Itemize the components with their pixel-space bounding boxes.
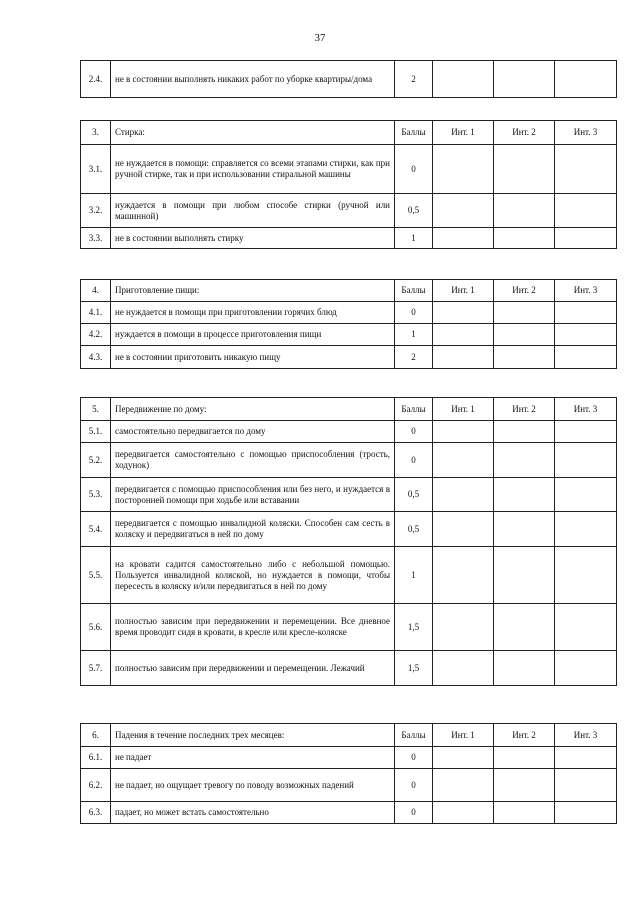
int1-cell: [433, 604, 494, 651]
int1-cell: [433, 443, 494, 478]
table-row: [81, 747, 617, 769]
int3-cell: [555, 302, 617, 324]
int2-cell: [494, 443, 555, 478]
table-row: [81, 478, 617, 512]
table-row: [81, 145, 617, 194]
int3-cell: [555, 346, 617, 369]
section-title: Передвижение по дому:: [111, 398, 395, 421]
section-title: Падения в течение последних трех месяцев:: [111, 724, 395, 747]
item-points: 1: [395, 228, 433, 249]
item-points: 0: [395, 747, 433, 769]
section-table-s5: [80, 397, 617, 686]
table-row: [81, 443, 617, 478]
int1-cell: [433, 346, 494, 369]
section-title: Приготовление пищи:: [111, 280, 395, 302]
table-row: [81, 302, 617, 324]
item-number: 5.2.: [81, 443, 111, 478]
int1-cell: [433, 478, 494, 512]
item-description: не нуждается в помощи при приготовлении горячих блюд: [111, 302, 395, 324]
table-row: [81, 194, 617, 228]
item-description: передвигается самостоятельно с помощью приспособления (трость, ходунок): [111, 443, 395, 478]
points-column-header: Баллы: [395, 398, 433, 421]
int2-cell: [494, 769, 555, 802]
int2-column-header: Инт. 2: [494, 280, 555, 302]
int2-cell: [494, 194, 555, 228]
int1-cell: [433, 302, 494, 324]
item-points: 0: [395, 302, 433, 324]
item-number: 5.1.: [81, 421, 111, 443]
int3-cell: [555, 421, 617, 443]
int2-column-header: Инт. 2: [494, 724, 555, 747]
section-header-row: [81, 724, 617, 747]
int3-cell: [555, 443, 617, 478]
item-points: 0,5: [395, 194, 433, 228]
int1-cell: [433, 324, 494, 346]
table-row: [81, 512, 617, 547]
int2-cell: [494, 421, 555, 443]
int1-column-header: Инт. 1: [433, 280, 494, 302]
item-description: нуждается в помощи в процессе приготовления пищи: [111, 324, 395, 346]
int3-cell: [555, 651, 617, 686]
item-number: 4.3.: [81, 346, 111, 369]
int3-column-header: Инт. 3: [555, 121, 617, 145]
int1-column-header: Инт. 1: [433, 724, 494, 747]
section-number: 3.: [81, 121, 111, 145]
item-number: 3.1.: [81, 145, 111, 194]
int1-cell: [433, 747, 494, 769]
section-number: 4.: [81, 280, 111, 302]
int3-column-header: Инт. 3: [555, 280, 617, 302]
int1-cell: [433, 802, 494, 824]
int2-cell: [494, 651, 555, 686]
item-points: 0,5: [395, 478, 433, 512]
item-description: самостоятельно передвигается по дому: [111, 421, 395, 443]
int1-column-header: Инт. 1: [433, 398, 494, 421]
item-points: 1: [395, 547, 433, 604]
item-number: 6.1.: [81, 747, 111, 769]
int1-cell: [433, 194, 494, 228]
item-points: 2: [395, 346, 433, 369]
item-description: не нуждается в помощи: справляется со всеми этапами стирки, как при ручной стирке, так и при использовании стиральной машины: [111, 145, 395, 194]
table-row: [81, 604, 617, 651]
int2-cell: [494, 346, 555, 369]
page-number: 37: [314, 32, 326, 44]
int2-column-header: Инт. 2: [494, 121, 555, 145]
table-row: [81, 769, 617, 802]
section-header-row: [81, 121, 617, 145]
int2-cell: [494, 547, 555, 604]
item-description: не в состоянии приготовить никакую пищу: [111, 346, 395, 369]
table-row: [81, 421, 617, 443]
item-points: 0,5: [395, 512, 433, 547]
item-description: не в состоянии выполнять никаких работ по уборке квартиры/дома: [111, 61, 395, 98]
int2-cell: [494, 324, 555, 346]
item-points: 1,5: [395, 604, 433, 651]
int3-cell: [555, 194, 617, 228]
int1-cell: [433, 547, 494, 604]
item-points: 0: [395, 421, 433, 443]
int2-cell: [494, 228, 555, 249]
item-description: не в состоянии выполнять стирку: [111, 228, 395, 249]
int1-cell: [433, 651, 494, 686]
int2-cell: [494, 747, 555, 769]
int3-cell: [555, 747, 617, 769]
table-row: [81, 228, 617, 249]
int1-column-header: Инт. 1: [433, 121, 494, 145]
int3-cell: [555, 547, 617, 604]
points-column-header: Баллы: [395, 724, 433, 747]
section-number: 5.: [81, 398, 111, 421]
section-header-row: [81, 398, 617, 421]
int2-cell: [494, 478, 555, 512]
int3-column-header: Инт. 3: [555, 398, 617, 421]
item-description: не падает, но ощущает тревогу по поводу возможных падений: [111, 769, 395, 802]
section-table-s2: [80, 60, 617, 98]
item-points: 0: [395, 443, 433, 478]
int3-cell: [555, 145, 617, 194]
item-description: полностью зависим при передвижении и перемещении. Все дневное время проводит сидя в кровати, в кресле или кресле-коляске: [111, 604, 395, 651]
item-description: полностью зависим при передвижении и перемещении. Лежачий: [111, 651, 395, 686]
item-description: передвигается с помощью приспособления или без него, и нуждается в посторонней помощи при ходьбе или вставании: [111, 478, 395, 512]
int3-cell: [555, 604, 617, 651]
int2-cell: [494, 145, 555, 194]
int2-cell: [494, 302, 555, 324]
table-row: [81, 61, 617, 98]
int3-column-header: Инт. 3: [555, 724, 617, 747]
int1-cell: [433, 228, 494, 249]
int3-cell: [555, 478, 617, 512]
item-number: 6.2.: [81, 769, 111, 802]
int3-cell: [555, 324, 617, 346]
section-table-s6: [80, 723, 617, 824]
section-number: 6.: [81, 724, 111, 747]
item-description: нуждается в помощи при любом способе стирки (ручной или машинной): [111, 194, 395, 228]
item-number: 3.3.: [81, 228, 111, 249]
int3-cell: [555, 228, 617, 249]
item-description: не падает: [111, 747, 395, 769]
int2-column-header: Инт. 2: [494, 398, 555, 421]
item-number: 5.3.: [81, 478, 111, 512]
section-table-s4: [80, 279, 617, 369]
int3-cell: [555, 512, 617, 547]
table-row: [81, 547, 617, 604]
section-title: Стирка:: [111, 121, 395, 145]
item-points: 1,5: [395, 651, 433, 686]
int1-cell: [433, 145, 494, 194]
item-points: 2: [395, 61, 433, 98]
item-points: 1: [395, 324, 433, 346]
points-column-header: Баллы: [395, 280, 433, 302]
table-row: [81, 324, 617, 346]
item-number: 5.7.: [81, 651, 111, 686]
item-number: 5.4.: [81, 512, 111, 547]
table-row: [81, 651, 617, 686]
item-number: 2.4.: [81, 61, 111, 98]
section-header-row: [81, 280, 617, 302]
int2-cell: [494, 61, 555, 98]
item-number: 3.2.: [81, 194, 111, 228]
item-number: 5.5.: [81, 547, 111, 604]
points-column-header: Баллы: [395, 121, 433, 145]
table-row: [81, 802, 617, 824]
item-description: падает, но может встать самостоятельно: [111, 802, 395, 824]
section-table-s3: [80, 120, 617, 249]
int3-cell: [555, 802, 617, 824]
item-description: на кровати садится самостоятельно либо с небольшой помощью. Пользуется инвалидной коляской, но нуждается в помощи, чтобы пересесть в коляску и/или передвигаться в ней по дому: [111, 547, 395, 604]
int1-cell: [433, 512, 494, 547]
int1-cell: [433, 61, 494, 98]
item-points: 0: [395, 145, 433, 194]
item-number: 5.6.: [81, 604, 111, 651]
item-number: 6.3.: [81, 802, 111, 824]
int3-cell: [555, 769, 617, 802]
int2-cell: [494, 604, 555, 651]
item-number: 4.2.: [81, 324, 111, 346]
item-number: 4.1.: [81, 302, 111, 324]
int2-cell: [494, 802, 555, 824]
int1-cell: [433, 421, 494, 443]
item-points: 0: [395, 802, 433, 824]
int3-cell: [555, 61, 617, 98]
int1-cell: [433, 769, 494, 802]
table-row: [81, 346, 617, 369]
int2-cell: [494, 512, 555, 547]
item-description: передвигается с помощью инвалидной коляски. Способен сам сесть в коляску и передвигаться в ней по дому: [111, 512, 395, 547]
item-points: 0: [395, 769, 433, 802]
